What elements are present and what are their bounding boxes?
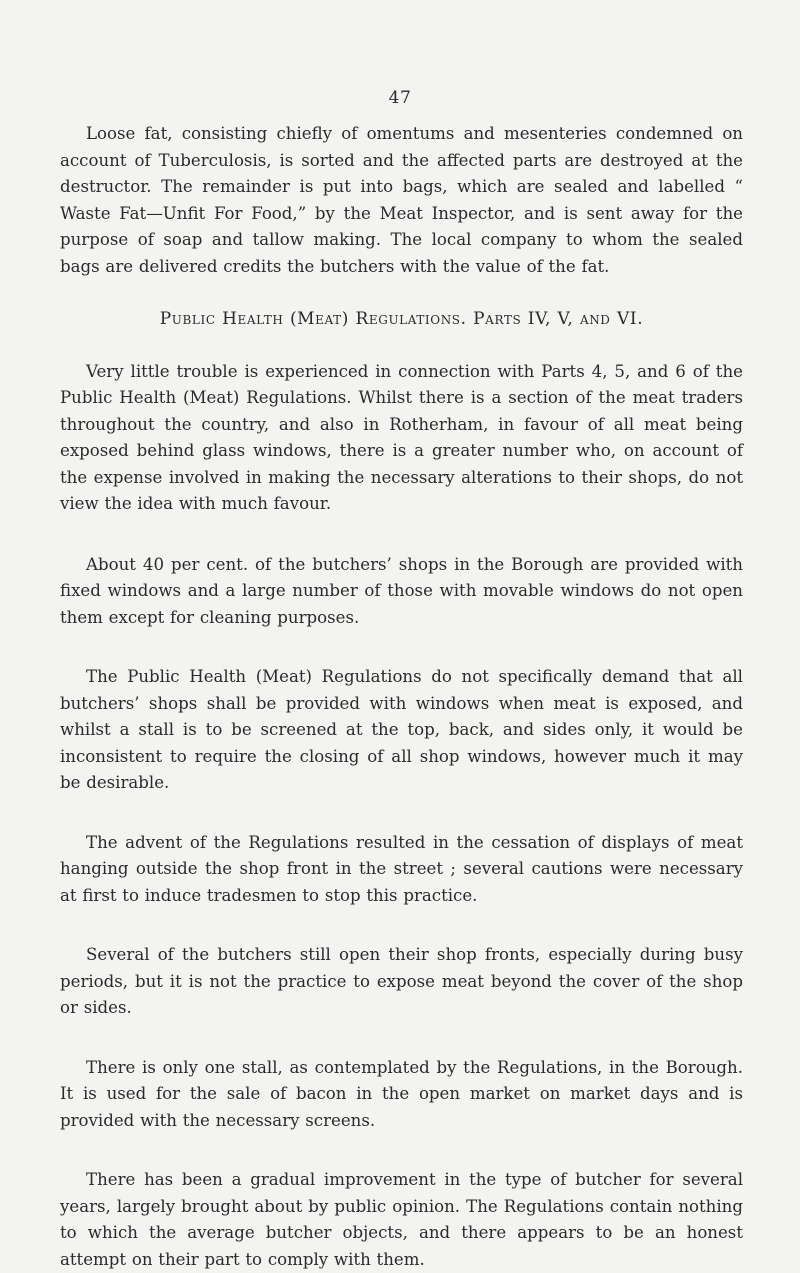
paragraph-open-shop-fronts: Several of the butchers still open their shop fronts, especially during busy periods, but it is not the practice to expose meat beyond the cover of the shop or sides. — [60, 945, 743, 1017]
page-body — [60, 121, 743, 1273]
paragraph-fixed-windows: About 40 per cent. of the butchers’ shops in the Borough are provided with fixed windows and a large number of those with movable windows do not open them except for cleaning purposes. — [60, 554, 743, 627]
paragraph-gradual-improvement: There has been a gradual improvement in the type of butcher for several years, largely brought about by public opinion. The Regulations contain nothing to which the average butcher objects, and there appears to be an honest attempt on their part to comply with them. — [60, 1170, 743, 1269]
paragraph-parts-trouble: Very little trouble is experienced in connection with Parts 4, 5, and 6 of the Public Health (Meat) Regulations. Whilst there is a section of the meat traders throughout the country, and also in Rotherham, in favour of all meat being exposed behind glass windows, there is a greater number who, on account of the expense involved in making the necessary alterations to their shops, do not view the idea with much favour. — [60, 361, 743, 513]
paragraph-loose-fat: Loose fat, consisting chiefly of omentums and mesenteries condemned on account of Tuberculosis, is sorted and the affected parts are destroyed at the destructor. The remainder is put into bags, which are sealed and labelled “ Waste Fat—Unfit For Food,” by the Meat Inspector, and is sent away for the purpose of soap and tallow making. The local company to whom the sealed bags are delivered credits the butchers with the value of the fat. — [60, 124, 743, 276]
paragraph-advent-regulations: The advent of the Regulations resulted in the cessation of displays of meat hanging outside the shop front in the street ; several cautions were necessary at first to induce tradesmen to stop this practice. — [60, 832, 743, 905]
paragraph-one-stall: There is only one stall, as contemplated by the Regulations, in the Borough. It is used for the sale of bacon in the open market on market days and is provided with the necessary screens. — [60, 1057, 743, 1130]
section-heading: Public Health (Meat) Regulations. Parts IV, V, and VI. — [159, 309, 644, 329]
paragraph-regulations-windows: The Public Health (Meat) Regulations do not specifically demand that all butchers’ shops shall be provided with windows when meat is exposed, and whilst a stall is to be screened at the top, back, and sides only, it would be inconsistent to require the closing of all shop windows, however much it may be desirable. — [60, 667, 743, 792]
page-number: 47 — [388, 88, 412, 108]
